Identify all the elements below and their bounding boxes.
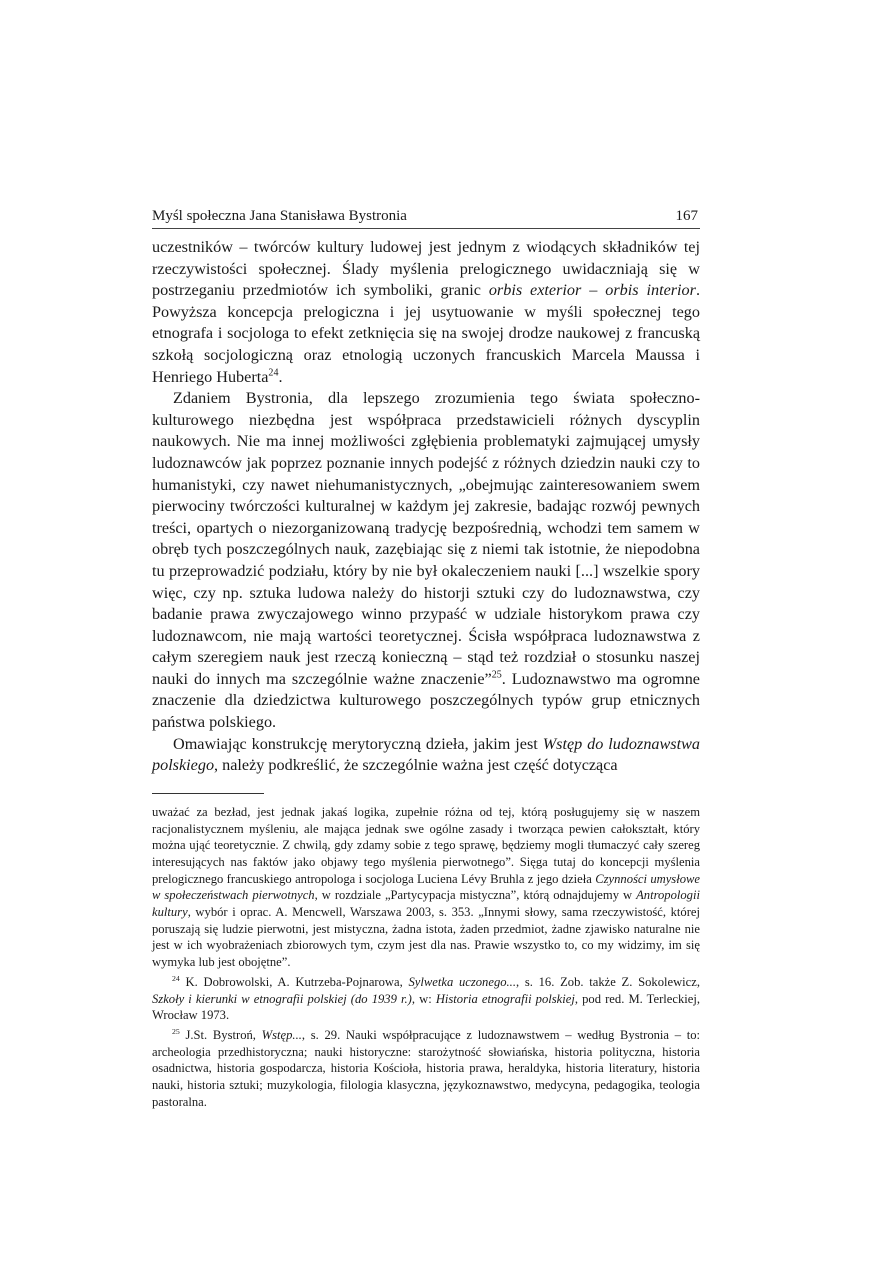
italic-run: Wstęp...: [261, 1027, 302, 1042]
footnote-divider: [152, 793, 264, 794]
text-run: , w:: [411, 991, 436, 1006]
book-page: [152, 208, 700, 1114]
running-header: [152, 208, 700, 229]
footnote-24: [152, 974, 700, 1024]
text-run: K. Dobrowolski, A. Kutrzeba-Pojnarowa,: [179, 974, 409, 989]
footnote-ref-25[interactable]: 25: [491, 669, 502, 681]
paragraph-2: [152, 388, 700, 734]
footnote-25: [152, 1027, 700, 1111]
text-run: uważać za bezład, jest jednak jakaś logika, zupełnie różna od tej, którą posługujemy się w naszem racjonalistycznem myśleniu, ale mająca jednak swe ogólne zasady i tworząca pewien całokształt, który można ująć teoretycznie. Z chwilą, gdy zdamy sobie z tego sprawę, będziemy mogli tłumaczyć cały szereg interesujących nas faktów jako objawy tego myślenia pierwotnego”. Sięga tutaj do koncepcji myślenia prelogicznego francuskiego antropologa i socjologa Luciena Lévy Bruhla z jego dzieła: [152, 804, 700, 886]
italic-run: Czynności umysłowe w społeczeństwach pierwotnych: [152, 871, 700, 903]
text-run: , s. 16. Zob. także Z. Sokolewicz,: [515, 974, 701, 989]
italic-run: Sylwetka uczonego...: [408, 974, 516, 989]
italic-run: orbis exterior – orbis interior: [488, 281, 696, 300]
italic-run: Antropologii kultury: [152, 888, 700, 920]
footnote-number: 25: [172, 1026, 180, 1036]
text-run: .: [278, 367, 283, 386]
text-run: uczestników – twórców kultury ludowej jest jednym z wiodących składników tej rzeczywistości społecznej. Ślady myślenia prelogicznego uwidaczniają się w postrzeganiu przedmiotów ich symboliki, granic: [152, 238, 700, 300]
paragraph-3: [152, 734, 700, 777]
italic-run: Historia etnografii polskiej: [435, 991, 575, 1006]
text-run: Zdaniem Bystronia, dla lepszego zrozumienia tego świata społeczno-kulturowego niezbędna jest współpraca przedstawicieli różnych dyscyplin naukowych. Nie ma innej możliwości zgłębienia problematyki zajmującej umysły ludoznawców jak poprzez poznanie innych podejść z różnych dziedzin nauki czy to humanistyki, czy nawet niehumanistycznych, „obejmując zainteresowaniem swem pierwociny twórczości kulturalnej w każdym jej zakresie, badając rozwój pewnych treści, opartych o niezorganizowaną tradycję bezpośrednią, wchodzi tem samem w obręb tych poszczególnych nauk, zazębiając się z niemi tak istotnie, że niepodobna tu przeprowadzić podziału, który by nie był okaleczeniem nauki [...] wszelkie spory więc, czy np. sztuka ludowa należy do historji sztuki czy do ludoznawstwa, czy badanie prawa zwyczajowego winno przypaść w udziale historykom prawa czy ludoznawcom, nie mają wartości teoretycznej. Ścisła współpraca ludoznawstwa z całym szeregiem nauk jest rzeczą konieczną – stąd też rozdział o stosunku naszej nauki do innych ma szczególnie ważne znaczenie”: [152, 389, 700, 688]
text-run: , wybór i oprac. A. Mencwell, Warszawa 2003, s. 353. „Innymi słowy, sama rzeczywistość, której poruszają się ludzie pierwotni, jest mistyczna, żadna istota, żaden przedmiot, żadne zjawisko naturalne nie jest w ich wyobrażeniach zbiorowych tym, czym jest dla nas. Prawie wszystko to, co my widzimy, im się wymyka lub jest obojętne”.: [152, 905, 700, 970]
footnotes: [152, 804, 700, 1111]
footnote-ref-24[interactable]: 24: [268, 367, 279, 379]
text-run: , pod red. M. Terleckiej, Wrocław 1973.: [152, 991, 700, 1023]
italic-run: Wstęp do ludoznawstwa polskiego: [152, 734, 700, 775]
text-run: . Ludoznawstwo ma ogromne znaczenie dla dziedzictwa kulturowego poszczególnych typów grup etnicznych państwa polskiego.: [152, 669, 700, 732]
italic-run: Szkoły i kierunki w etnografii polskiej (do 1939 r.): [152, 991, 412, 1006]
text-run: , s. 29. Nauki współpracujące z ludoznawstwem – według Bystronia – to: archeologia przedhistoryczna; nauki historyczne: starożytność słowiańska, historia polityczna, historia osadnictwa, historia gospodarcza, historia Kościoła, historia prawa, heraldyka, historia literatury, historia nauki, historia sztuki; muzykologia, filologia klasyczna, językoznawstwo, medycyna, pedagogika, teologia pastoralna.: [152, 1027, 700, 1109]
main-text: [152, 237, 700, 777]
text-run: Omawiając konstrukcję merytoryczną dzieła, jakim jest: [173, 734, 543, 753]
footnote-number: 24: [172, 973, 180, 983]
text-run: , w rozdziale „Partycypacja mistyczna”, którą odnajdujemy w: [314, 888, 637, 903]
running-title: Myśl społeczna Jana Stanisława Bystronia: [152, 208, 407, 224]
footnote-23-continued: [152, 804, 700, 971]
text-run: , należy podkreślić, że szczególnie ważna jest część dotycząca: [214, 756, 618, 775]
paragraph-1: [152, 237, 700, 388]
page-number: 167: [675, 208, 698, 224]
text-run: J.St. Bystroń,: [179, 1027, 262, 1042]
text-run: . Powyższa koncepcja prelogiczna i jej usytuowanie w myśli społecznej tego etnografa i socjologa to efekt zetknięcia się na swojej drodze naukowej z francuską szkołą socjologiczną oraz etnologią uczonych francuskich Marcela Maussa i Henriego Huberta: [152, 281, 700, 386]
